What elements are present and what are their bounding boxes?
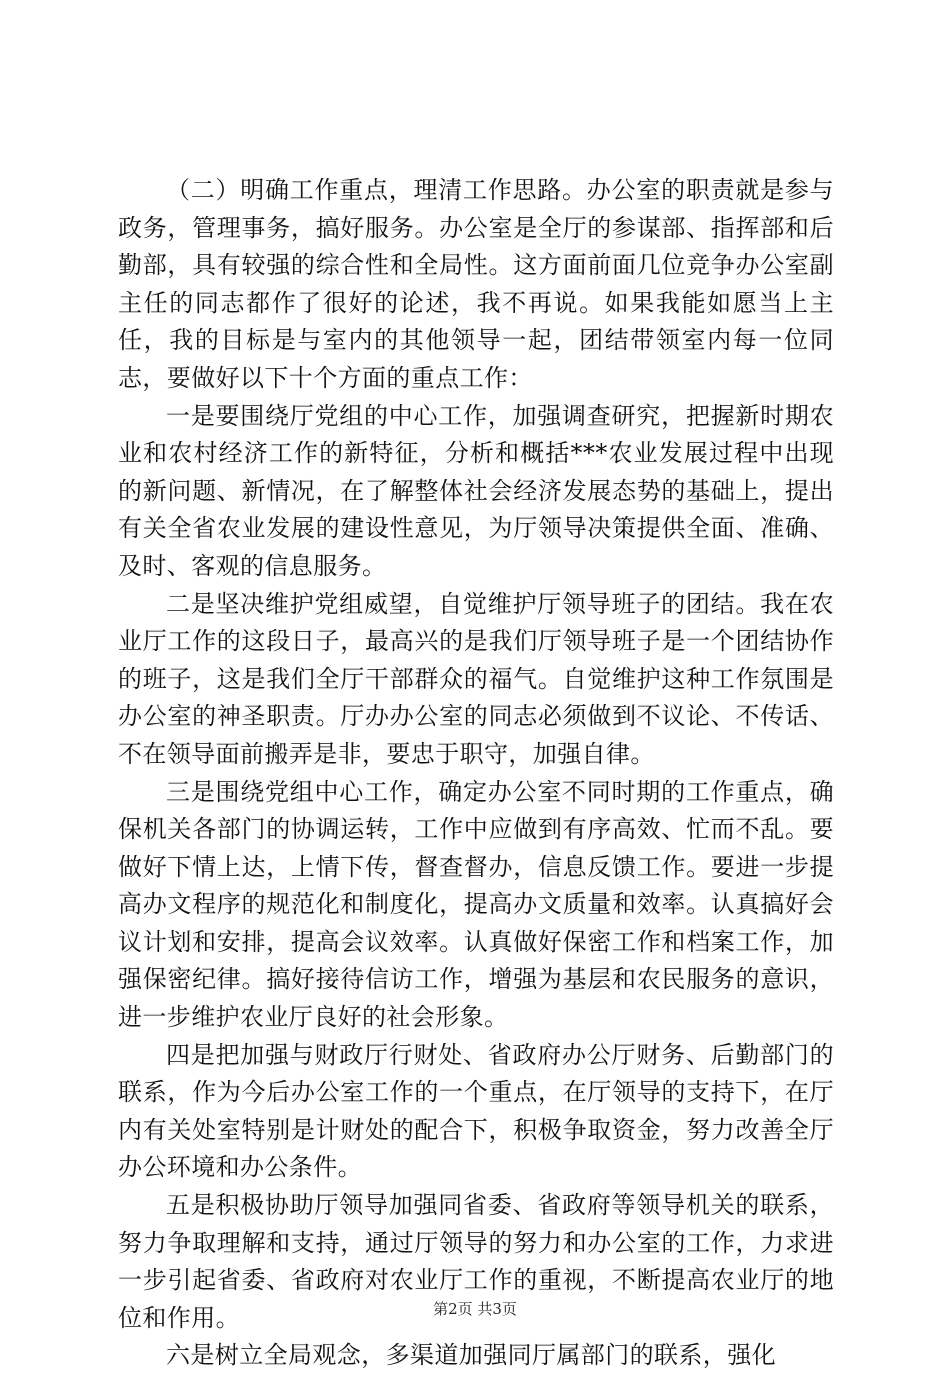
paragraph-item-four: 四是把加强与财政厅行财处、省政府办公厅财务、后勤部门的联系，作为今后办公室工作的一个重点，在厅领导的支持下，在厅内有关处室特别是计财处的配合下，积极争取资金，努力改善全厅办公环境和办公条件。 — [118, 1040, 834, 1182]
page-number-footer: 第2页 共3页 — [433, 1300, 517, 1318]
paragraph-item-two: 二是坚决维护党组威望，自觉维护厅领导班子的团结。我在农业厅工作的这段日子，最高兴的是我们厅领导班子是一个团结协作的班子，这是我们全厅干部群众的福气。自觉维护这种工作氛围是办公室的神圣职责。厅办办公室的同志必须做到不议论、不传话、不在领导面前搬弄是非，要忠于职守，加强自律。 — [118, 589, 834, 768]
paragraph-item-five: 五是积极协助厅领导加强同省委、省政府等领导机关的联系，努力争取理解和支持，通过厅领导的努力和办公室的工作，力求进一步引起省委、省政府对农业厅工作的重视，不断提高农业厅的地位和作用。 — [118, 1191, 834, 1332]
paragraph-item-six: 六是树立全局观念，多渠道加强同厅属部门的联系，强化 — [166, 1341, 776, 1370]
document-body — [118, 172, 834, 1375]
paragraph-item-one: 一是要围绕厅党组的中心工作，加强调查研究，把握新时期农业和农村经济工作的新特征，分析和概括***农业发展过程中出现的新问题、新情况，在了解整体社会经济发展态势的基础上，提出有关全省农业发展的建设性意见，为厅领导决策提供全面、准确、及时、客观的信息服务。 — [118, 401, 834, 580]
paragraph-section-two: （二）明确工作重点，理清工作思路。办公室的职责就是参与政务，管理事务，搞好服务。办公室是全厅的参谋部、指挥部和后勤部，具有较强的综合性和全局性。这方面前面几位竞争办公室副主任的同志都作了很好的论述，我不再说。如果我能如愿当上主任，我的目标是与室内的其他领导一起，团结带领室内每一位同志，要做好以下十个方面的重点工作： — [118, 176, 834, 392]
paragraph-item-three: 三是围绕党组中心工作，确定办公室不同时期的工作重点，确保机关各部门的协调运转，工作中应做到有序高效、忙而不乱。要做好下情上达，上情下传，督查督办，信息反馈工作。要进一步提高办文程序的规范化和制度化，提高办文质量和效率。认真搞好会议计划和安排，提高会议效率。认真做好保密工作和档案工作，加强保密纪律。搞好接待信访工作，增强为基层和农民服务的意识，进一步维护农业厅良好的社会形象。 — [118, 777, 834, 1032]
